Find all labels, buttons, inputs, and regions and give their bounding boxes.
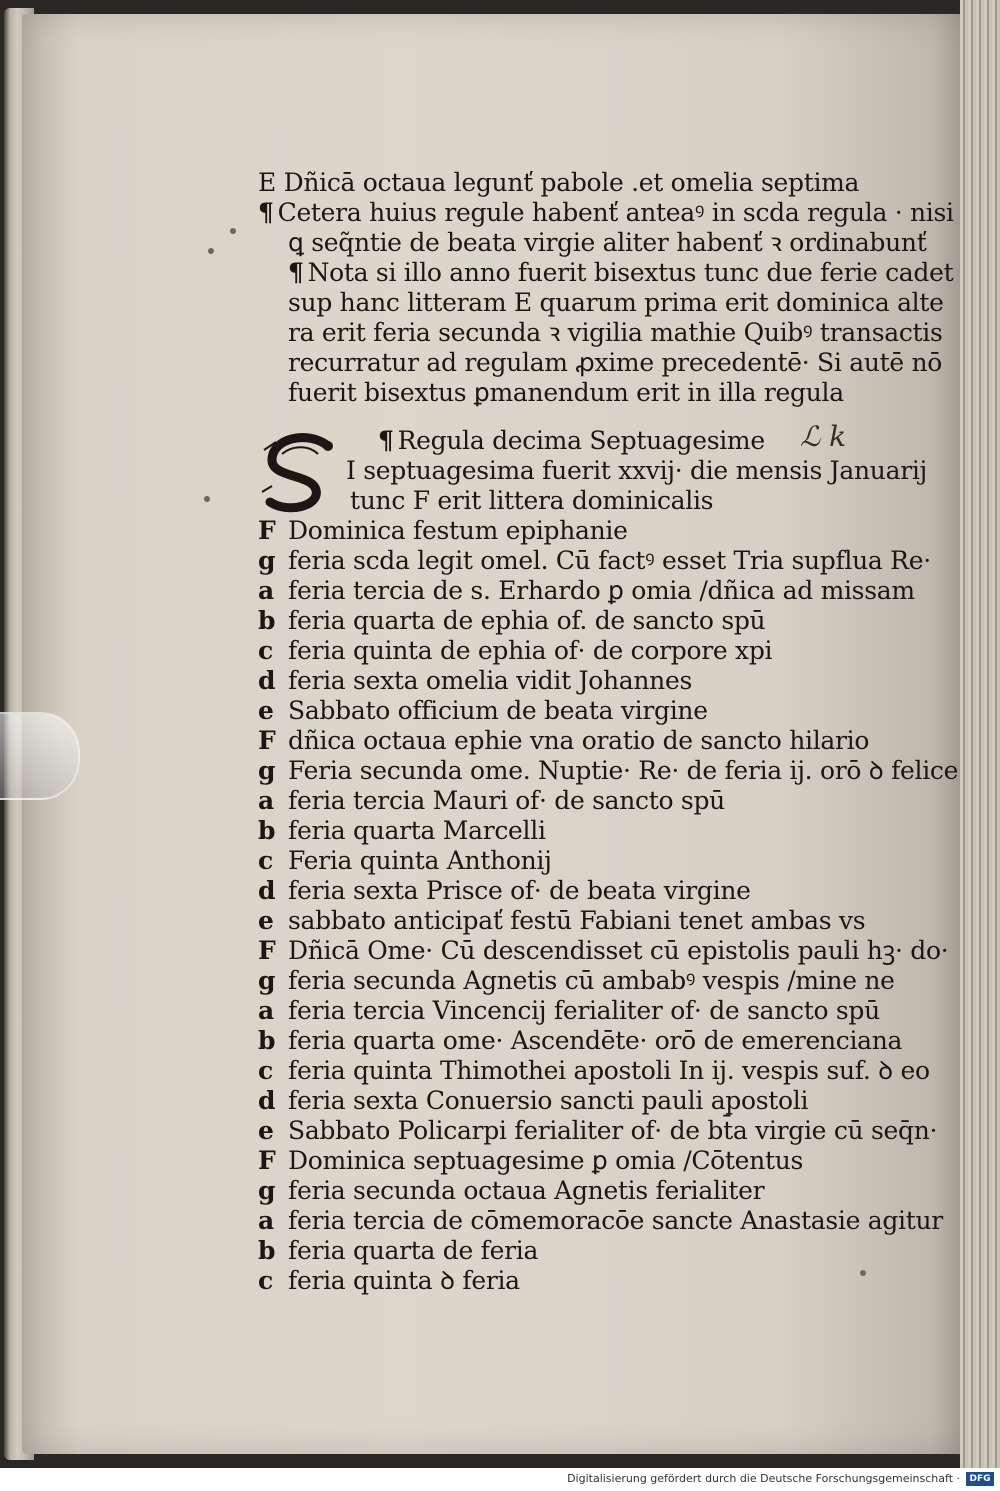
- dominical-letter: F: [258, 726, 276, 755]
- calendar-entry-text: feria secunda octaua Agnetis ferialiter: [288, 1176, 765, 1205]
- dominical-letter: e: [258, 1116, 274, 1145]
- calendar-entry-text: feria quarta de feria: [288, 1236, 539, 1265]
- calendar-entry-text: Dominica festum epiphanie: [288, 516, 628, 545]
- calendar-entry-text: feria tercia Vincencij ferialiter of· de sancto spū: [288, 996, 880, 1025]
- pilcrow-icon: ¶: [378, 426, 394, 455]
- heading-text: Regula decima Septuagesime: [397, 426, 765, 455]
- calendar-entry-text: Sabbato officium de beata virgine: [288, 696, 708, 725]
- dominical-letter: a: [258, 576, 274, 605]
- calendar-row: [258, 666, 898, 696]
- dominical-letter: F: [258, 516, 276, 545]
- text-line: I septuagesima fuerit xxvij· die mensis Januarij: [346, 456, 928, 485]
- calendar-row: [258, 636, 898, 666]
- calendar-row: [258, 1086, 898, 1116]
- ink-speck: [204, 496, 210, 502]
- calendar-entry-text: feria sexta omelia vidit Johannes: [288, 666, 692, 695]
- dominical-letter: d: [258, 876, 276, 905]
- ink-speck: [230, 228, 236, 234]
- calendar-entry-text: Dñicā Ome· Cū descendisset cū epistolis pauli hꝫ· do·: [288, 936, 949, 965]
- calendar-row: [258, 1236, 898, 1266]
- dominical-letter: g: [258, 1176, 276, 1205]
- dominical-letter: a: [258, 1206, 274, 1235]
- dominical-letter: c: [258, 1056, 273, 1085]
- funding-credit: Digitalisierung gefördert durch die Deutsche Forschungsgemeinschaft ·: [567, 1472, 960, 1485]
- calendar-row: [258, 516, 898, 546]
- text-line: E Dñicā octaua legunť pabole .et omelia septima: [258, 168, 860, 197]
- pilcrow-icon: ¶: [288, 258, 304, 287]
- calendar-row: [258, 1206, 943, 1236]
- dominical-letter: b: [258, 1236, 276, 1265]
- text-line-content: Cetera huius regule habenť anteaꝰ in scda regula · nisi: [277, 198, 954, 227]
- dominical-letter: d: [258, 1086, 276, 1115]
- dominical-letter: e: [258, 696, 274, 725]
- calendar-row: [258, 1056, 930, 1086]
- calendar-entry-text: feria tercia de cōmemoracōe sancte Anastasie agitur: [288, 1206, 943, 1235]
- calendar-row: [258, 816, 898, 846]
- calendar-row: [258, 1026, 903, 1056]
- calendar-row: [258, 1146, 898, 1176]
- calendar-entry-text: feria sexta Conuersio sancti pauli apostoli: [288, 1086, 809, 1115]
- text-line: tunc F erit littera dominicalis: [350, 486, 714, 515]
- text-line: ꝗ seq̃ntie de beata virgie aliter habenť ꝛ ordinabunť: [288, 228, 927, 257]
- dominical-letter: g: [258, 966, 276, 995]
- calendar-row: [258, 756, 959, 786]
- calendar-row: [258, 846, 898, 876]
- calendar-entry-text: feria quarta Marcelli: [288, 816, 546, 845]
- text-line: sup hanc litteram E quarum prima erit dominica alte: [288, 288, 944, 317]
- dominical-letter: b: [258, 1026, 276, 1055]
- calendar-entry-text: feria secunda Agnetis cū ambabꝰ vespis /mine ne: [288, 966, 895, 995]
- dominical-letter: a: [258, 786, 274, 815]
- rule-section: [258, 426, 928, 516]
- dominical-letter: g: [258, 756, 276, 785]
- dominical-letter: c: [258, 846, 273, 875]
- calendar-row: [258, 786, 898, 816]
- plastic-clip: [0, 712, 80, 800]
- calendar-entry-text: sabbato anticipať festū Fabiani tenet ambas vs: [288, 906, 866, 935]
- dominical-letter: c: [258, 636, 273, 665]
- text-line: [258, 198, 954, 228]
- calendar-row: [258, 876, 898, 906]
- dominical-letter: d: [258, 666, 276, 695]
- dfg-logo: DFG: [966, 1472, 994, 1486]
- calendar-row: [258, 1176, 898, 1206]
- text-line: fuerit bisextus ꝑmanendum erit in illa regula: [288, 378, 844, 407]
- dominical-letter: b: [258, 816, 276, 845]
- calendar-row: [258, 1116, 938, 1146]
- calendar-row: [258, 576, 915, 606]
- calendar-entry-text: Dominica septuagesime ꝑ omia /Cōtentus: [288, 1146, 804, 1175]
- calendar-list: [258, 516, 959, 1296]
- calendar-row: [258, 696, 898, 726]
- calendar-entry-text: dñica octaua ephie vna oratio de sancto hilario: [288, 726, 870, 755]
- margin-annotation: ℒ k: [800, 420, 847, 453]
- dominical-letter: F: [258, 1146, 276, 1175]
- section-heading: [258, 426, 898, 456]
- calendar-entry-text: feria quinta de ephia of· de corpore xpi: [288, 636, 773, 665]
- calendar-row: [258, 546, 931, 576]
- page-stack-edge: [960, 0, 1000, 1468]
- calendar-entry-text: feria tercia de s. Erhardo ꝑ omia /dñica ad missam: [288, 576, 915, 605]
- calendar-row: [258, 996, 898, 1026]
- calendar-entry-text: Feria secunda ome. Nuptie· Re· de feria ij. orō ꝺ felice: [288, 756, 959, 785]
- decorated-initial-s-icon: [258, 432, 348, 518]
- calendar-entry-text: Feria quinta Anthonij: [288, 846, 552, 875]
- dominical-letter: c: [258, 1266, 273, 1295]
- calendar-row: [258, 1266, 898, 1296]
- calendar-row: [258, 906, 898, 936]
- calendar-entry-text: feria scda legit omel. Cū factꝰ esset Tria supflua Re·: [288, 546, 931, 575]
- dominical-letter: a: [258, 996, 274, 1025]
- calendar-entry-text: feria sexta Prisce of· de beata virgine: [288, 876, 751, 905]
- text-column: [258, 168, 959, 1296]
- calendar-entry-text: Sabbato Policarpi ferialiter of· de bt̄a virgie cū seq̄n·: [288, 1116, 938, 1145]
- dominical-letter: F: [258, 936, 276, 965]
- calendar-entry-text: feria quarta de ephia of. de sancto spū: [288, 606, 766, 635]
- ink-speck: [208, 248, 214, 254]
- text-line: recurratur ad regulam ꝓxime precedentē· Si autē nō: [288, 348, 943, 377]
- footer-bar: [0, 1468, 1000, 1491]
- calendar-row: [258, 966, 898, 996]
- pilcrow-icon: ¶: [258, 198, 274, 227]
- calendar-row: [258, 606, 898, 636]
- calendar-entry-text: feria quinta Thimothei apostoli In ij. vespis suf. ꝺ eo: [288, 1056, 930, 1085]
- calendar-entry-text: feria quinta ꝺ feria: [288, 1266, 520, 1295]
- calendar-row: [258, 726, 898, 756]
- dominical-letter: b: [258, 606, 276, 635]
- calendar-row: [258, 936, 949, 966]
- text-line: [258, 258, 954, 288]
- calendar-entry-text: feria quarta ome· Ascendēte· orō de emerenciana: [288, 1026, 903, 1055]
- text-line-content: Nota si illo anno fuerit bisextus tunc due ferie cadet: [307, 258, 954, 287]
- paragraph-rule-notes: [258, 168, 954, 408]
- calendar-entry-text: feria tercia Mauri of· de sancto spū: [288, 786, 725, 815]
- dominical-letter: g: [258, 546, 276, 575]
- dominical-letter: e: [258, 906, 274, 935]
- text-line: ra erit feria secunda ꝛ vigilia mathie Quibꝰ transactis: [288, 318, 943, 347]
